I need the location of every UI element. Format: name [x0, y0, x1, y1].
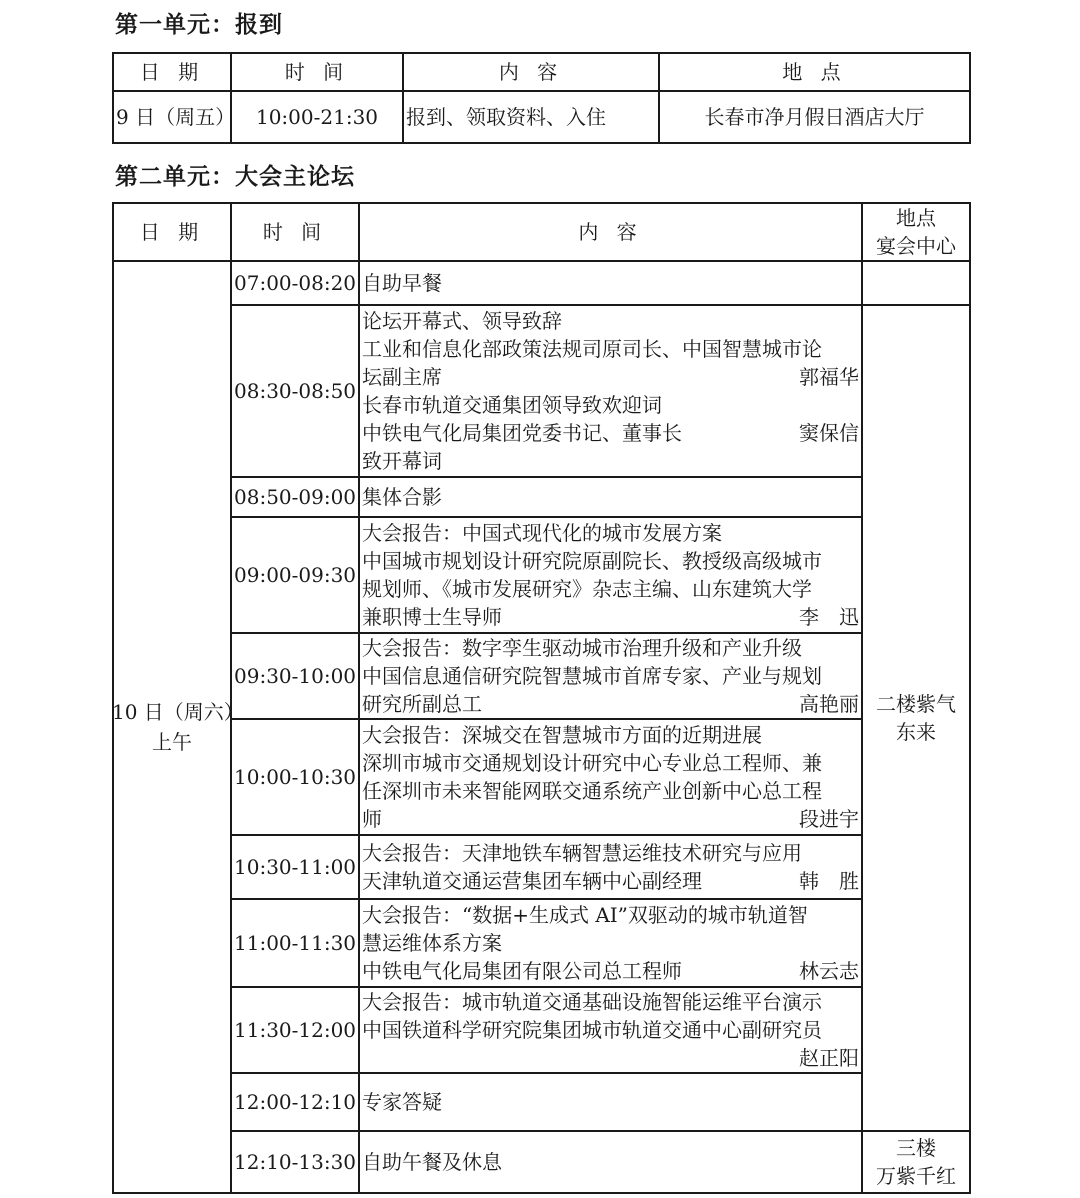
row-time: 10:30-11:00	[231, 835, 359, 899]
row-time: 12:00-12:10	[231, 1073, 359, 1131]
row-time: 11:30-12:00	[231, 987, 359, 1073]
content-line: 深圳市城市交通规划设计研究中心专业总工程师、兼	[362, 751, 822, 775]
content-line: 规划师、《城市发展研究》杂志主编、山东建筑大学	[362, 577, 812, 601]
header-date: 日 期	[113, 53, 231, 91]
row-time: 08:50-09:00	[231, 477, 359, 517]
header-content: 内 容	[403, 53, 659, 91]
content-line: 工业和信息化部政策法规司原司长、中国智慧城市论	[362, 337, 822, 361]
row-time: 07:00-08:20	[231, 261, 359, 305]
row-time: 09:00-09:30	[231, 517, 359, 633]
row-content	[359, 633, 862, 719]
row-content	[359, 517, 862, 633]
forum-date-line1: 10 日（周六）	[112, 700, 244, 724]
content-line: 大会报告：天津地铁车辆智慧运维技术研究与应用	[362, 841, 802, 865]
content-line: 兼职博士生导师	[362, 605, 502, 629]
header-location-line2: 宴会中心	[876, 234, 956, 258]
main-location-line1: 二楼紫气	[876, 692, 956, 716]
content-line: 专家答疑	[362, 1090, 442, 1114]
row-content	[359, 719, 862, 835]
section2-title: 第二单元：大会主论坛	[115, 164, 355, 190]
reg-date: 9 日（周五）	[113, 91, 231, 143]
table-row	[113, 517, 970, 633]
content-line-with-name	[362, 363, 859, 391]
content-line: 自助午餐及休息	[362, 1150, 502, 1174]
table-row	[113, 719, 970, 835]
row-content	[359, 899, 862, 987]
content-line: 大会报告：“数据+生成式 AI”双驱动的城市轨道智	[362, 903, 808, 927]
content-line: 中国城市规划设计研究院原副院长、教授级高级城市	[362, 549, 822, 573]
row-time: 11:00-11:30	[231, 899, 359, 987]
row-content	[359, 1131, 862, 1193]
content-line: 中铁电气化局集团有限公司总工程师	[362, 959, 682, 983]
content-line: 师	[362, 807, 382, 831]
speaker-name: 韩 胜	[799, 869, 859, 893]
section1-title: 第一单元：报到	[115, 12, 283, 38]
forum-table	[112, 202, 971, 1194]
content-line: 集体合影	[362, 485, 442, 509]
content-line-with-name	[362, 867, 859, 895]
header-location: 地 点	[659, 53, 970, 91]
row-time: 09:30-10:00	[231, 633, 359, 719]
forum-date	[112, 261, 244, 1193]
table-row	[113, 261, 970, 305]
content-line-with-name	[362, 957, 859, 985]
content-line-with-name	[362, 690, 859, 718]
table-row	[113, 477, 970, 517]
speaker-name: 窦保信	[799, 421, 859, 445]
content-line: 研究所副总工	[362, 692, 482, 716]
table-row	[113, 987, 970, 1073]
header-time: 时 间	[231, 53, 403, 91]
row-time: 08:30-08:50	[231, 305, 359, 477]
header-content: 内 容	[359, 203, 862, 261]
content-line: 任深圳市未来智能网联交通系统产业创新中心总工程	[362, 779, 822, 803]
reg-content: 报到、领取资料、入住	[403, 91, 659, 143]
main-location-line2: 东来	[896, 720, 936, 744]
lunch-location-line1: 三楼	[896, 1136, 936, 1160]
speaker-name: 林云志	[799, 959, 859, 983]
forum-date-line2: 上午	[152, 730, 192, 754]
lunch-location	[862, 1131, 970, 1193]
content-line: 中国铁道科学研究院集团城市轨道交通中心副研究员	[362, 1018, 822, 1042]
table-row	[113, 835, 970, 899]
content-line: 大会报告：中国式现代化的城市发展方案	[362, 521, 722, 545]
content-line: 大会报告：城市轨道交通基础设施智能运维平台演示	[362, 990, 822, 1014]
header-time: 时 间	[231, 203, 359, 261]
content-line: 致开幕词	[362, 449, 442, 473]
table-row	[113, 1131, 970, 1193]
header-date: 日 期	[113, 203, 231, 261]
row-content	[359, 987, 862, 1073]
main-location	[862, 305, 970, 1131]
row-content	[359, 835, 862, 899]
row-time: 12:10-13:30	[231, 1131, 359, 1193]
row-content	[359, 261, 862, 305]
content-line: 论坛开幕式、领导致辞	[362, 309, 562, 333]
row-content	[359, 477, 862, 517]
reg-time: 10:00-21:30	[231, 91, 403, 143]
content-line: 自助早餐	[362, 271, 442, 295]
reg-location: 长春市净月假日酒店大厅	[659, 91, 970, 143]
content-line: 中国信息通信研究院智慧城市首席专家、产业与规划	[362, 664, 822, 688]
speaker-name: 高艳丽	[799, 692, 859, 716]
lunch-location-line2: 万紫千红	[876, 1164, 956, 1188]
row-time: 10:00-10:30	[231, 719, 359, 835]
speaker-name: 赵正阳	[799, 1046, 859, 1070]
table-row	[113, 305, 970, 477]
table-row	[113, 899, 970, 987]
table-row	[113, 1073, 970, 1131]
registration-table	[112, 52, 971, 144]
row-content	[359, 1073, 862, 1131]
header-location	[862, 203, 970, 261]
content-line-with-name	[362, 419, 859, 447]
content-line: 大会报告：深城交在智慧城市方面的近期进展	[362, 723, 762, 747]
speaker-name: 李 迅	[799, 605, 859, 629]
content-line: 慧运维体系方案	[362, 931, 502, 955]
content-line: 天津轨道交通运营集团车辆中心副经理	[362, 869, 702, 893]
speaker-name: 郭福华	[799, 365, 859, 389]
content-line: 大会报告：数字孪生驱动城市治理升级和产业升级	[362, 636, 802, 660]
content-line-with-name	[362, 603, 859, 631]
header-location-line1: 地点	[896, 206, 936, 230]
content-line: 坛副主席	[362, 365, 442, 389]
speaker-name: 段进宇	[799, 807, 859, 831]
content-line-with-name	[362, 805, 859, 833]
content-line: 长春市轨道交通集团领导致欢迎词	[362, 393, 662, 417]
row-content	[359, 305, 862, 477]
content-line: 中铁电气化局集团党委书记、董事长	[362, 421, 682, 445]
location-empty	[862, 261, 970, 305]
